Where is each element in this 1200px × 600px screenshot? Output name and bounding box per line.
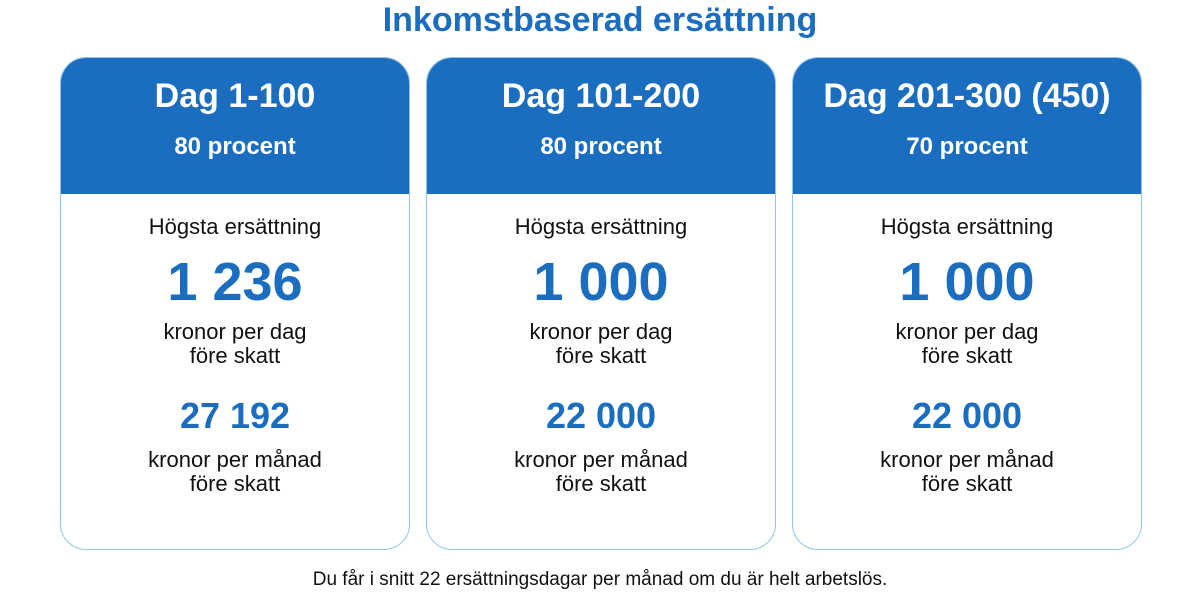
day-unit: kronor per dag före skatt [163, 319, 307, 368]
card-header [793, 58, 1141, 194]
day-amount: 1 236 [167, 252, 303, 312]
card-header [427, 58, 775, 194]
month-unit: kronor per månad före skatt [514, 447, 688, 496]
card-day-201-300 [792, 57, 1142, 550]
card-body [427, 194, 775, 496]
month-amount: 22 000 [911, 395, 1023, 436]
card-period: Dag 101-200 [501, 77, 701, 115]
max-compensation-label: Högsta ersättning [880, 214, 1054, 239]
card-percent: 80 procent [174, 133, 296, 160]
card-body [61, 194, 409, 496]
card-period: Dag 1-100 [154, 77, 316, 115]
day-unit: kronor per dag före skatt [895, 319, 1039, 368]
card-day-101-200 [426, 57, 776, 550]
card-percent: 70 procent [906, 133, 1028, 160]
footnote: Du får i snitt 22 ersättningsdagar per månad om du är helt arbetslös. [312, 569, 888, 590]
day-unit: kronor per dag före skatt [529, 319, 673, 368]
day-amount: 1 000 [533, 252, 669, 312]
page-title: Inkomstbaserad ersättning [382, 1, 818, 39]
month-unit: kronor per månad före skatt [880, 447, 1054, 496]
max-compensation-label: Högsta ersättning [148, 214, 322, 239]
card-header [61, 58, 409, 194]
day-amount: 1 000 [899, 252, 1035, 312]
max-compensation-label: Högsta ersättning [514, 214, 688, 239]
month-amount: 27 192 [179, 395, 291, 436]
month-unit: kronor per månad före skatt [148, 447, 322, 496]
card-body [793, 194, 1141, 496]
card-day-1-100 [60, 57, 410, 550]
card-percent: 80 procent [540, 133, 662, 160]
card-period: Dag 201-300 (450) [823, 77, 1111, 115]
month-amount: 22 000 [545, 395, 657, 436]
